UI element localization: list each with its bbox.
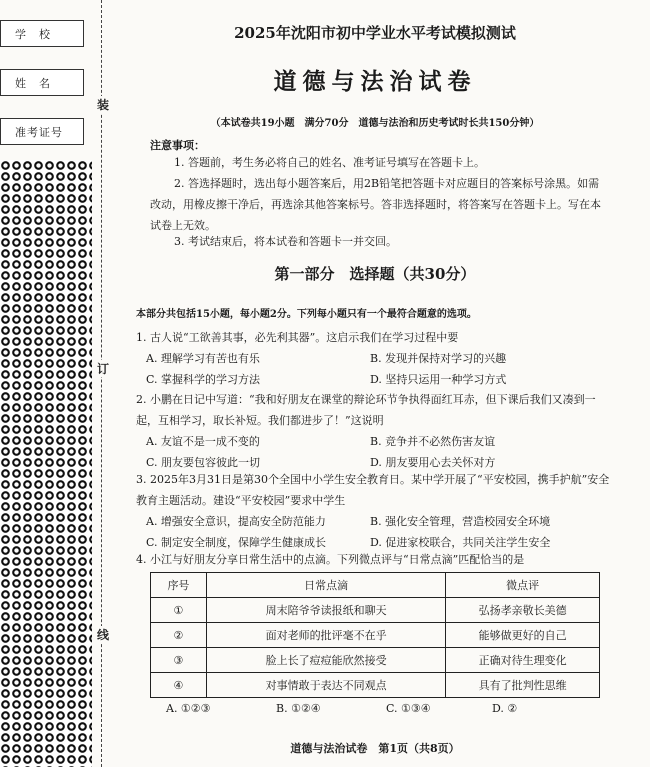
table-row bbox=[151, 648, 600, 673]
school-label: 学 校 bbox=[15, 28, 51, 41]
option-c: C. 制定安全制度，保障学生健康成长 bbox=[146, 536, 327, 549]
option-b: B. 发现并保持对学习的兴趣 bbox=[370, 352, 507, 365]
name-label: 姓 名 bbox=[15, 77, 51, 90]
name-field[interactable] bbox=[0, 69, 84, 96]
cut-word-xian: 线 bbox=[96, 628, 109, 642]
question-stem: 3. 2025年3月31日是第30个全国中小学生安全教育日。某中学开展了“平安校园，携手护航”安全教育主题活动。建设“平安校园”要求中学生 bbox=[136, 473, 610, 507]
table-cell: 能够做更好的自己 bbox=[446, 623, 600, 648]
notice-item: 3. 考试结束后，将本试卷和答题卡一并交回。 bbox=[174, 235, 397, 248]
table-header-row bbox=[151, 573, 600, 598]
exam-number-label: 准考证号 bbox=[15, 126, 63, 139]
table-header: 序号 bbox=[151, 573, 207, 598]
table-cell: ③ bbox=[151, 648, 207, 673]
table-cell: 具有了批判性思维 bbox=[446, 673, 600, 698]
question-stem: 1. 古人说“工欲善其事，必先利其器”。这启示我们在学习过程中要 bbox=[136, 331, 459, 344]
option-a: A. 友谊不是一成不变的 bbox=[146, 435, 260, 448]
binding-strip bbox=[0, 0, 92, 767]
question-2 bbox=[136, 389, 610, 473]
table-header: 微点评 bbox=[446, 573, 600, 598]
question-1 bbox=[136, 327, 610, 390]
option-d: D. ② bbox=[492, 702, 518, 715]
table-cell: ① bbox=[151, 598, 207, 623]
option-c: C. 朋友要包容彼此一切 bbox=[146, 456, 261, 469]
table-row bbox=[151, 598, 600, 623]
table-row bbox=[151, 623, 600, 648]
table-cell: 正确对待生理变化 bbox=[446, 648, 600, 673]
exam-info: （本试卷共19小题 满分70分 道德与法治和历史考试时长共150分钟） bbox=[210, 118, 540, 129]
option-b: B. ①②④ bbox=[276, 702, 321, 715]
question-stem: 2. 小鹏在日记中写道：“我和好朋友在课堂的辩论环节争执得面红耳赤，但下课后我们又凑到一起，互相学习，取长补短。我们都进步了！”这说明 bbox=[136, 393, 596, 427]
cut-word-zhuang: 装 bbox=[96, 98, 109, 112]
notice-item: 2. 答选择题时，选出每小题答案后，用2B铅笔把答题卡对应题目的答案标号涂黑。如需改动，用橡皮擦干净后，再选涂其他答案标号。答非选择题时，将答案写在答题卡上。写在本试卷上无效。 bbox=[150, 177, 601, 232]
table-cell: 脸上长了痘痘能欣然接受 bbox=[206, 648, 445, 673]
option-a: A. ①②③ bbox=[166, 702, 211, 715]
option-c: C. 掌握科学的学习方法 bbox=[146, 373, 261, 386]
option-d: D. 朋友要用心去关怀对方 bbox=[370, 456, 496, 469]
section-title: 第一部分 选择题（共30分） bbox=[274, 265, 476, 283]
exam-title: 2025年沈阳市初中学业水平考试模拟测试 bbox=[234, 24, 516, 42]
table-cell: 面对老师的批评毫不在乎 bbox=[206, 623, 445, 648]
question-stem: 4. 小江与好朋友分享日常生活中的点滴。下列微点评与“日常点滴”匹配恰当的是 bbox=[136, 553, 525, 566]
school-field[interactable] bbox=[0, 20, 84, 47]
option-a: A. 增强安全意识，提高安全防范能力 bbox=[146, 515, 326, 528]
option-a: A. 理解学习有苦也有乐 bbox=[146, 352, 260, 365]
binding-cut-line bbox=[101, 0, 102, 767]
option-d: D. 促进家校联合，共同关注学生安全 bbox=[370, 536, 551, 549]
section-intro: 本部分共包括15小题，每小题2分。下列每小题只有一个最符合题意的选项。 bbox=[136, 309, 477, 320]
security-pattern bbox=[0, 160, 92, 767]
cut-word-ding: 订 bbox=[96, 362, 109, 376]
table-row bbox=[151, 673, 600, 698]
option-c: C. ①③④ bbox=[386, 702, 431, 715]
exam-number-field[interactable] bbox=[0, 118, 84, 145]
paper-title: 道德与法治试卷 bbox=[273, 68, 477, 95]
option-b: B. 强化安全管理，营造校园安全环境 bbox=[370, 515, 551, 528]
table-cell: ② bbox=[151, 623, 207, 648]
page-footer: 道德与法治试卷 第1页（共8页） bbox=[290, 742, 460, 755]
exam-paper bbox=[136, 0, 614, 767]
option-d: D. 坚持只运用一种学习方式 bbox=[370, 373, 507, 386]
notice-item: 1. 答题前，考生务必将自己的姓名、准考证号填写在答题卡上。 bbox=[174, 156, 485, 169]
table-cell: 对事情敢于表达不同观点 bbox=[206, 673, 445, 698]
question-3 bbox=[136, 469, 610, 553]
table-cell: 周末陪爷爷读报纸和聊天 bbox=[206, 598, 445, 623]
dots-table bbox=[150, 572, 600, 698]
table-cell: 弘扬孝亲敬长美德 bbox=[446, 598, 600, 623]
question-4-options bbox=[136, 698, 614, 719]
option-b: B. 竞争并不必然伤害友谊 bbox=[370, 435, 496, 448]
notice-heading: 注意事项： bbox=[150, 139, 205, 152]
table-cell: ④ bbox=[151, 673, 207, 698]
table-header: 日常点滴 bbox=[206, 573, 445, 598]
question-4 bbox=[136, 549, 610, 570]
